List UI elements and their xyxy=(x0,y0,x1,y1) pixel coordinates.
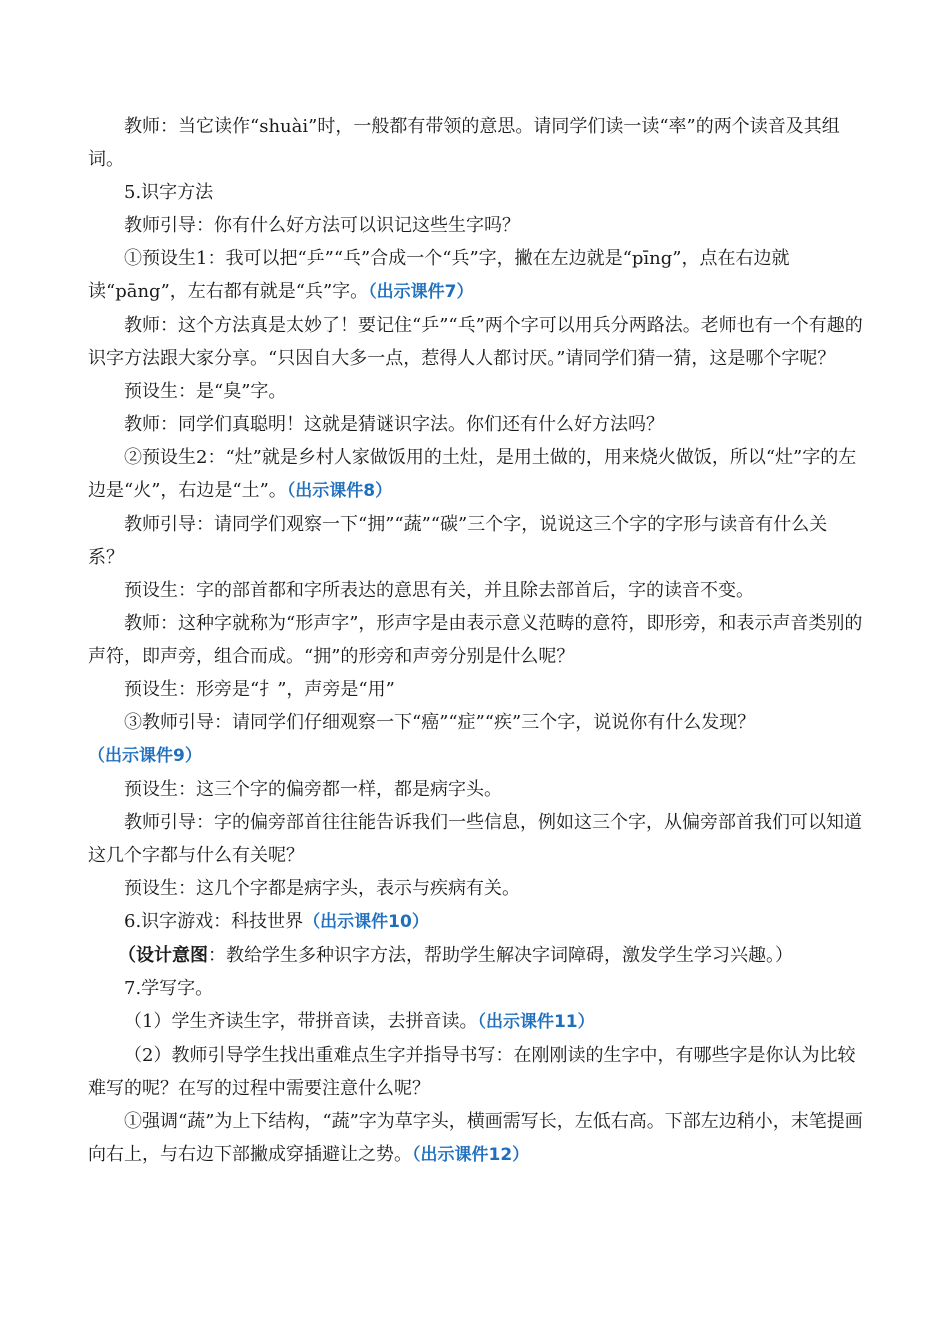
paragraph: 预设生：是“臭”字。 xyxy=(124,381,287,402)
paragraph: ①预设生1：我可以把“乒”“乓”合成一个“兵”字，撇在左边就是“pīng”，点在右边就读“pāng”，左右都有就是“兵”字。（出示课件7） xyxy=(88,248,790,302)
section-heading: 6.识字游戏：科技世界（出示课件10） xyxy=(124,911,429,932)
paragraph: 教师引导：字的偏旁部首往往能告诉我们一些信息，例如这三个字，从偏旁部首我们可以知道这几个字都与什么有关呢？ xyxy=(88,812,862,866)
courseware-ref: （出示课件11） xyxy=(477,1012,595,1032)
paragraph: 预设生：这三个字的偏旁都一样，都是病字头。 xyxy=(124,779,502,800)
paragraph: 教师引导：请同学们观察一下“拥”“蔬”“碳”三个字，说说这三个字的字形与读音有什么关系？ xyxy=(88,514,828,568)
document-body xyxy=(88,110,863,1172)
paragraph: 教师：同学们真聪明！这就是猜谜识字法。你们还有什么好方法吗？ xyxy=(124,414,664,435)
paragraph: （2）教师引导学生找出重难点生字并指导书写：在刚刚读的生字中，有哪些字是你认为比较难写的呢？在写的过程中需要注意什么呢？ xyxy=(88,1045,856,1099)
paragraph: 预设生：这几个字都是病字头，表示与疾病有关。 xyxy=(124,878,520,899)
courseware-ref: （出示课件7） xyxy=(368,282,474,302)
paragraph: 教师：当它读作“shuài”时，一般都有带领的意思。请同学们读一读“率”的两个读音及其组词。 xyxy=(88,116,840,170)
paragraph: 教师：这种字就称为“形声字”，形声字是由表示意义范畴的意符，即形旁，和表示声音类别的声符，即声旁，组合而成。“拥”的形旁和声旁分别是什么呢？ xyxy=(88,613,863,667)
paragraph: （1）学生齐读生字，带拼音读，去拼音读。（出示课件11） xyxy=(124,1011,595,1032)
paragraph: ①强调“蔬”为上下结构，“蔬”字为草字头，横画需写长，左低右高。下部左边稍小，末笔提画向右上，与右边下部撇成穿插避让之势。（出示课件12） xyxy=(88,1111,863,1165)
courseware-ref: （出示课件8） xyxy=(286,481,393,501)
courseware-ref: （出示课件9） xyxy=(88,746,202,766)
paragraph: 预设生：形旁是“扌”，声旁是“用” xyxy=(124,679,395,700)
courseware-ref: （出示课件10） xyxy=(303,912,429,932)
paragraph: 预设生：字的部首都和字所表达的意思有关，并且除去部首后，字的读音不变。 xyxy=(124,580,754,601)
section-heading: 7.学写字。 xyxy=(124,978,214,999)
paragraph: ③教师引导：请同学们仔细观察一下“癌”“症”“疾”三个字，说说你有什么发现？（出示课件9） xyxy=(88,712,756,766)
design-intent: （设计意图：教给学生多种识字方法，帮助学生解决字词障碍，激发学生学习兴趣。） xyxy=(118,945,793,966)
paragraph: ②预设生2：“灶”就是乡村人家做饭用的土灶，是用土做的，用来烧火做饭，所以“灶”字的左边是“火”，右边是“土”。（出示课件8） xyxy=(88,447,857,501)
paragraph: 教师引导：你有什么好方法可以识记这些生字吗？ xyxy=(124,215,520,236)
section-heading: 5.识字方法 xyxy=(124,182,214,203)
courseware-ref: （出示课件12） xyxy=(412,1145,530,1165)
paragraph: 教师：这个方法真是太妙了！要记住“乒”“乓”两个字可以用兵分两路法。老师也有一个有趣的识字方法跟大家分享。“只因自大多一点，惹得人人都讨厌。”请同学们猜一猜，这是哪个字呢？ xyxy=(88,315,863,369)
